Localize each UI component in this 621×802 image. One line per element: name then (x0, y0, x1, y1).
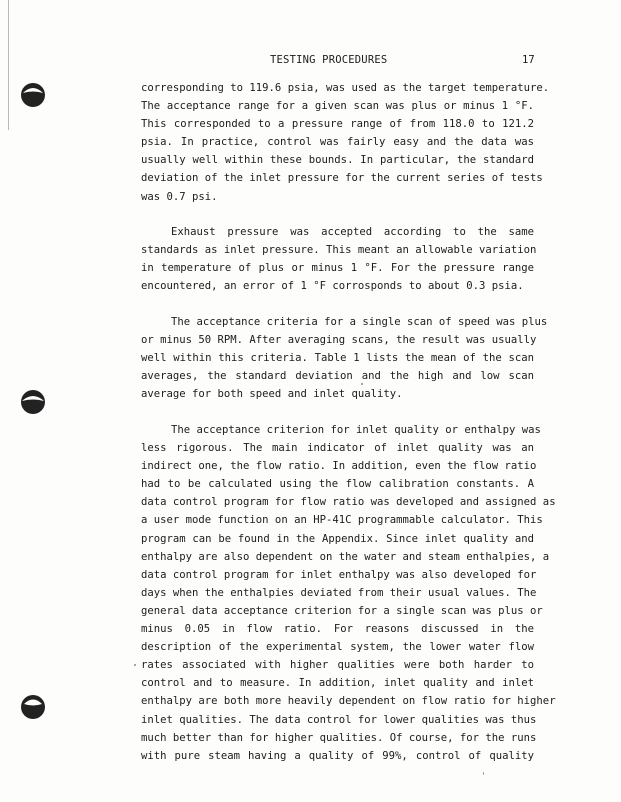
text-line: was 0.7 psi. (141, 190, 218, 203)
text-line: a user mode function on an HP-41C programmable calculator. This (141, 514, 543, 527)
text-line: encountered, an error of 1 °F corrosponds to about 0.3 psia. (141, 280, 524, 293)
paragraph (141, 223, 537, 295)
text-line: psia. In practice, control was fairly easy and the data was (141, 136, 534, 149)
text-line: in temperature of plus or minus 1 °F. For the pressure range (141, 262, 534, 275)
text-line: rates associated with higher qualities were both harder to (141, 659, 534, 672)
text-line: general data acceptance criterion for a single scan was plus or (141, 604, 543, 617)
text-line: indirect one, the flow ratio. In addition, even the flow ratio (141, 460, 537, 473)
paragraph (141, 421, 556, 765)
text-line: minus 0.05 in flow ratio. For reasons discussed in the (141, 623, 534, 636)
text-line: program can be found in the Appendix. Since inlet quality and (141, 532, 534, 545)
paragraph (141, 313, 548, 403)
text-line: description of the experimental system, the lower water flow (141, 641, 534, 654)
text-line: had to be calculated using the flow calibration constants. A (141, 478, 534, 491)
text-line: usually well within these bounds. In particular, the standard (141, 154, 534, 167)
text-line: standards as inlet pressure. This meant an allowable variation (141, 244, 537, 257)
scan-speck (483, 772, 484, 775)
text-line: Exhaust pressure was accepted according to the same (171, 226, 534, 239)
text-line: corresponding to 119.6 psia, was used as the target temperature. (141, 82, 550, 94)
body-text (141, 79, 556, 782)
page-header (0, 54, 621, 70)
text-line: The acceptance criteria for a single scan of speed was plus (171, 316, 548, 329)
text-line: data control program for flow ratio was developed and assigned as (141, 496, 556, 509)
text-line: This corresponded to a pressure range of from 118.0 to 121.2 (141, 118, 534, 131)
text-line: enthalpy are both more heavily dependent on flow ratio for higher (141, 695, 556, 708)
text-line: control and to measure. In addition, inlet quality and inlet (141, 677, 534, 690)
text-line: less rigorous. The main indicator of inlet quality was an (141, 442, 534, 455)
text-line: enthalpy are also dependent on the water and steam enthalpies, a (141, 550, 550, 563)
binder-hole-icon (19, 81, 47, 109)
text-line: much better than for higher qualities. Of course, for the runs (141, 731, 537, 744)
paragraph (141, 79, 550, 206)
text-line: The acceptance range for a given scan was plus or minus 1 °F. (141, 100, 534, 113)
binder-hole-icon (19, 693, 47, 721)
scan-speck (134, 664, 136, 666)
text-line: averages, the standard deviation and the high and low scan (141, 370, 534, 383)
page-number: 17 (522, 54, 535, 66)
text-line: data control program for inlet enthalpy was also developed for (141, 568, 537, 581)
text-line: inlet qualities. The data control for lower qualities was thus (141, 713, 537, 726)
text-line: deviation of the inlet pressure for the current series of tests (141, 172, 543, 185)
page-title: TESTING PROCEDURES (270, 54, 388, 66)
text-line: well within this criteria. Table 1 lists the mean of the scan (141, 352, 534, 365)
text-line: with pure steam having a quality of 99%, control of quality (141, 749, 534, 762)
scan-speck (361, 383, 363, 385)
binder-hole-icon (19, 388, 47, 416)
text-line: The acceptance criterion for inlet quality or enthalpy was (171, 424, 541, 436)
text-line: average for both speed and inlet quality. (141, 388, 403, 401)
text-line: or minus 50 RPM. After averaging scans, the result was usually (141, 334, 537, 347)
text-line: days when the enthalpies deviated from their usual values. The (141, 586, 537, 599)
